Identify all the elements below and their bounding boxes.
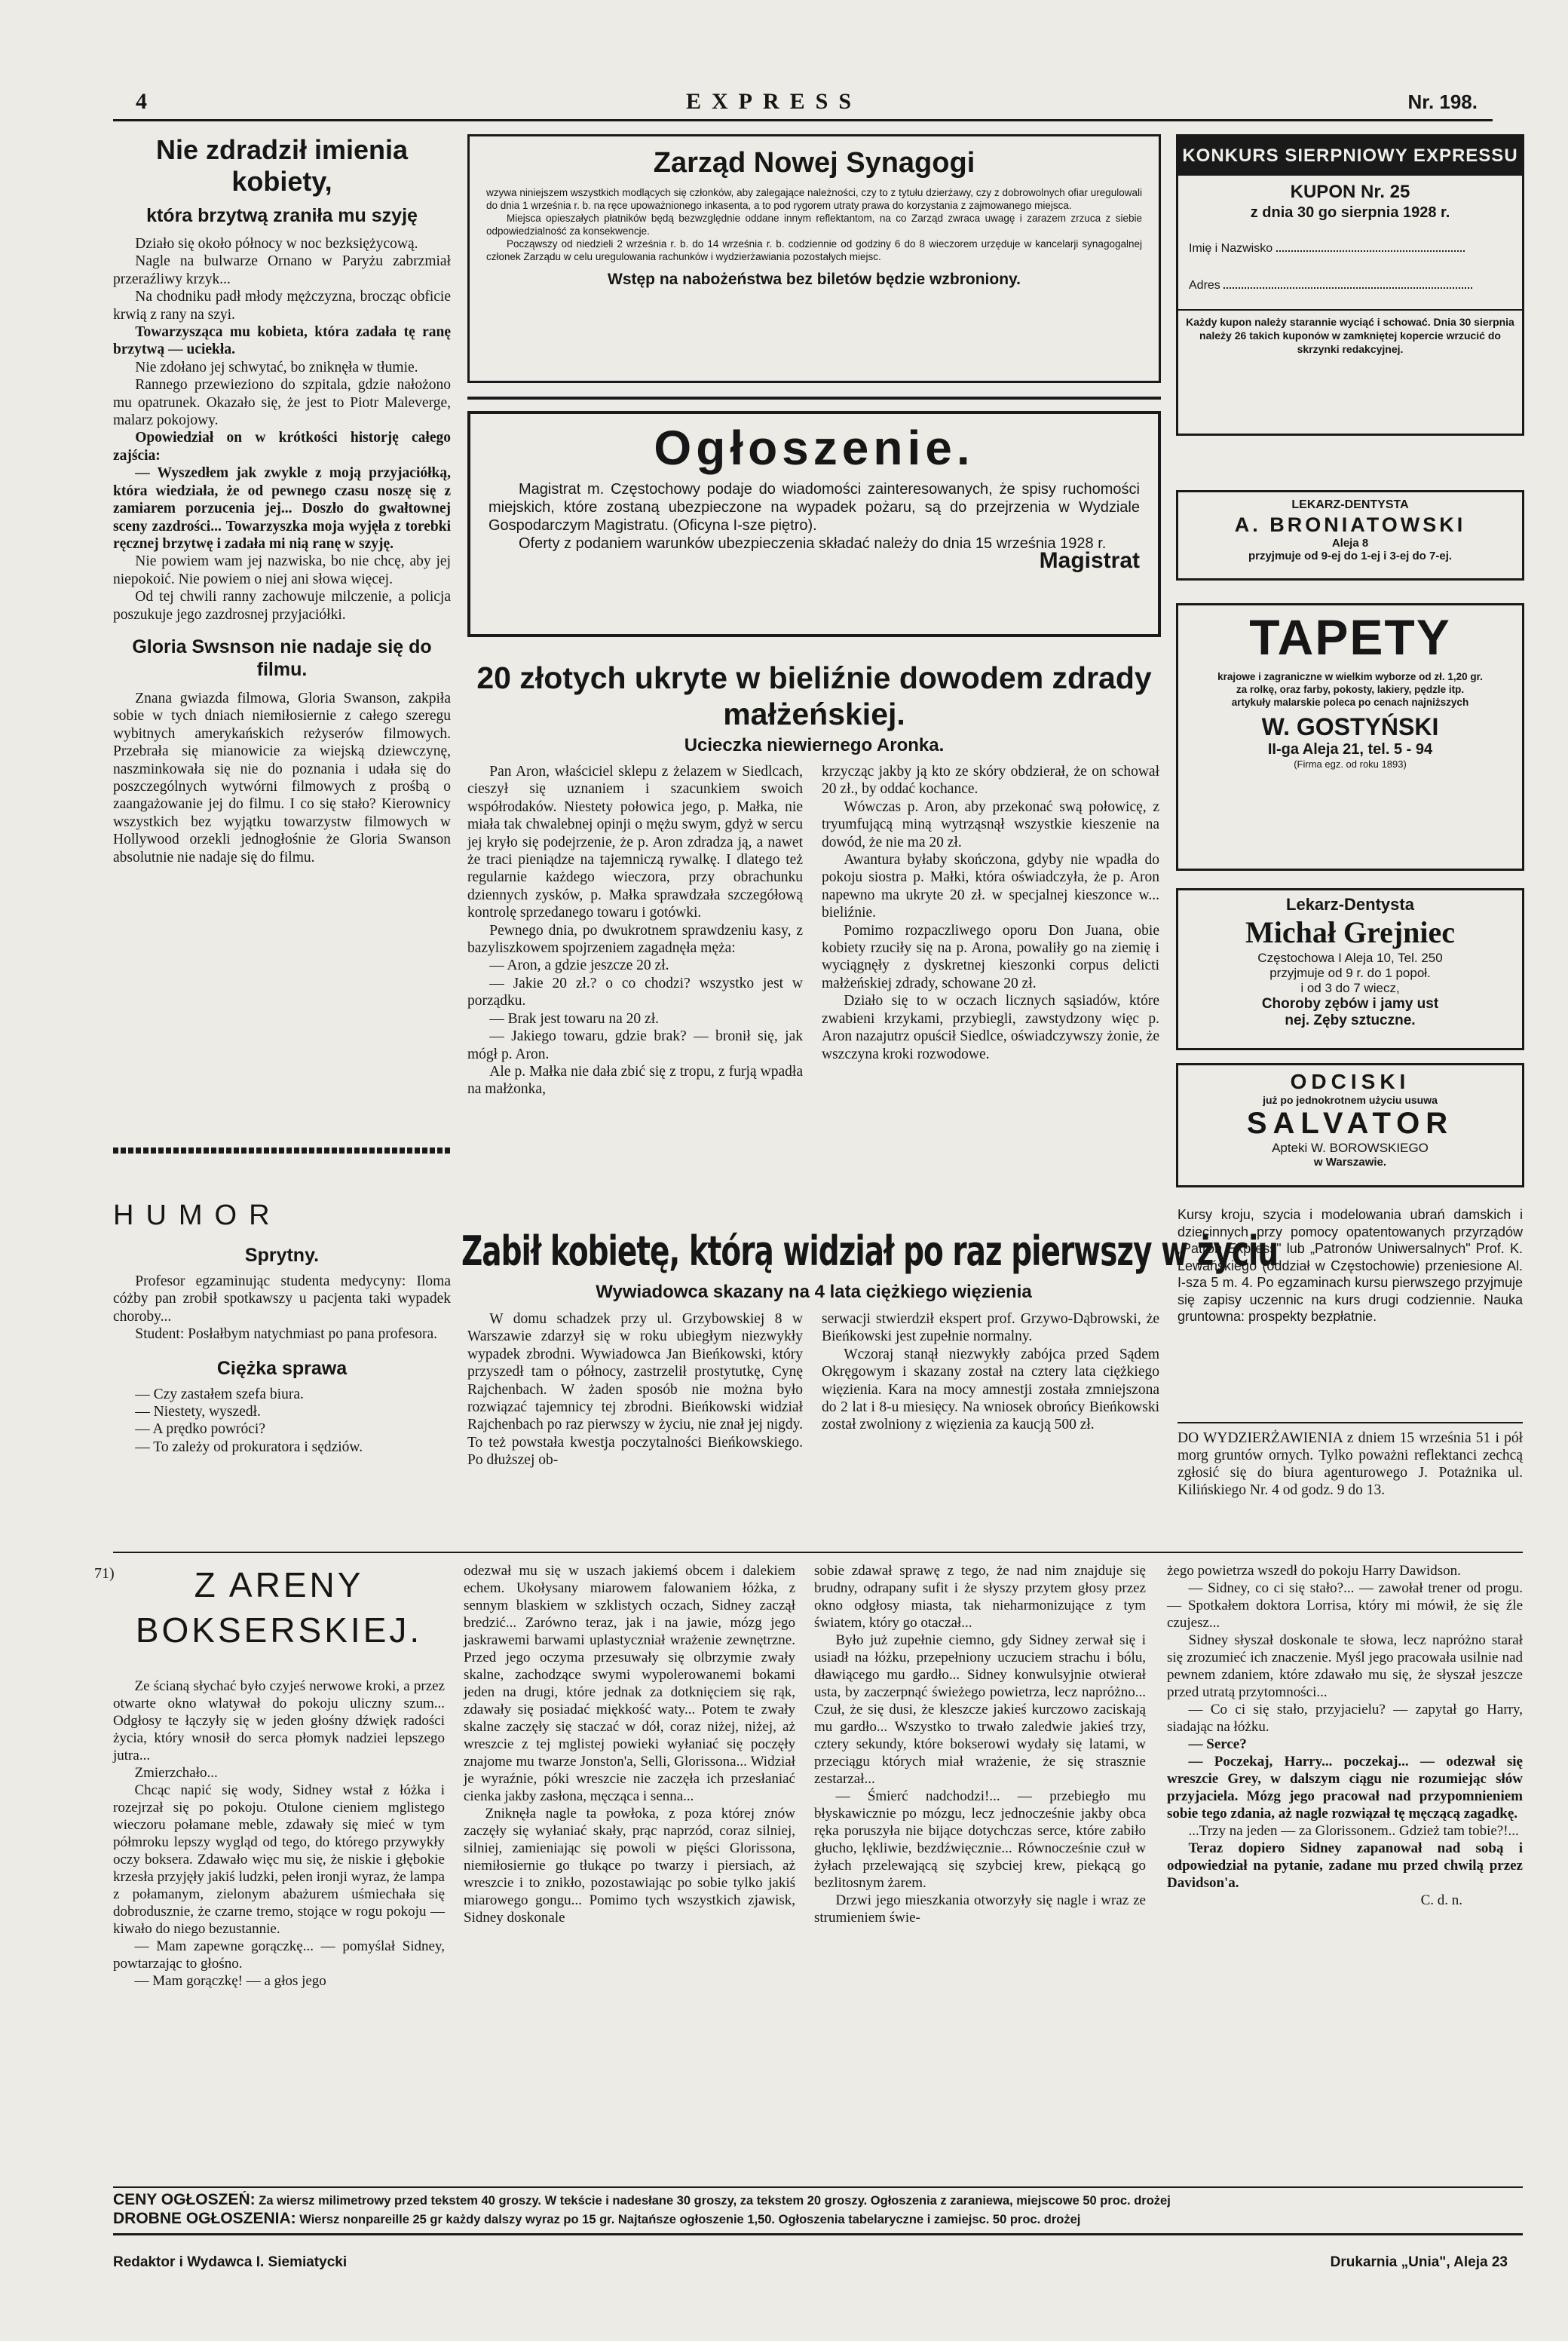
paragraph: Było już zupełnie ciemno, gdy Sidney zerwał się i usiadł na łóżku, przepełniony uczuciem strachu i bólu, dławiącego mu gardło... Sidney konwulsyjnie otwierał usta, by zaczerpnąć świeżego powietrza, lecz napróżno... Czuł, że się dusi, że kleszcze jakieś kurczowo zaciskają mu gardło... Wszystko to trwało zaledwie jakieś trzy, cztery sekundy, które bokserowi wydały się latami, w przeciągu których miał wrażenie, że się strasznie zestarzał... [814,1632,1146,1787]
ad-since: (Firma egz. od roku 1893) [1294,758,1407,770]
separator [113,1148,452,1154]
paragraph: serwacji stwierdził ekspert prof. Grzywo-Dąbrowski, że Bieńkowski jest zupełnie normalny. [822,1311,1159,1345]
serial-heading [94,1562,449,1653]
konkurs-banner: KONKURS SIERPNIOWY EXPRESSU [1178,136,1522,176]
ad-text: wzywa niniejszem wszystkich modlących się członków, aby zalegające należności, czy to z tytułu dzierżawy, czy z dobrowolnych ofiar uregulowali do dnia 1 września r. b. na ręce upoważnionego inkasenta, a to pod rygorem utraty prawa do korzystania z zajmowanego miejsca. [486,187,1142,211]
ad-text: Magistrat m. Częstochowy podaje do wiadomości zainteresowanych, że spisy ruchomości miejskich, które zostaną ubezpieczone na wypadek pożaru, są do przejrzenia w Wydziale Gospodarczym Magistratu. (Oficyna I-sze piętro). [488,481,1140,534]
joke-title-ciezka: Ciężka sprawa [216,1357,348,1379]
paragraph: Działo się około północy w noc bezksiężycową. [135,236,418,252]
kupon-date: z dnia 30 go sierpnia 1928 r. [1250,204,1450,221]
serial-column [1167,1562,1523,1909]
paragraph: — Aron, a gdzie jeszcze 20 zł. [489,958,669,974]
ad-synagoga [467,134,1161,383]
paragraph: Awantura byłaby skończona, gdyby nie wpadła do pokoju siostra p. Małki, która oświadczyła, że p. Aron napewno ma ukryte 20 zł. w specjalnej kieszonce w... bieliźnie. [822,852,1159,921]
joke-line: — To zależy od prokuratora i sędziów. [135,1439,363,1455]
ad-line: przyjmuje od 9 r. do 1 popoł. [1269,966,1431,980]
kupon-number: KUPON Nr. 25 [1290,182,1410,202]
ad-line: w Warszawie. [1313,1156,1387,1169]
joke-line: — A prędko powróci? [135,1421,266,1438]
joke-line: — Niestety, wyszedł. [135,1404,261,1420]
paragraph: — Mam zapewne gorączkę... — pomyślał Sidney, powtarzając to głośno. [113,1938,445,1972]
divider [113,2233,1523,2235]
ad-text: Kursy kroju, szycia i modelowania ubrań damskich i dziecinnych przy pomocy opatentowanych przyrządów „Patron Express" lub „Patronów Uniwersalnych" Prof. K. Lewańskiego (oddział w Częstochowie) przeniesione Al. I-sza 5 m. 4. Po egzaminach kursu pierwszego przyjmuje się zapisy uczennic na kurs drugi codziennie. Nauka gruntowna: prospekty bezpłatnie. [1178,1207,1523,1324]
paragraph: odezwał mu się w uszach jakiemś obcem i dalekiem echem. Ukołysany miarowem falowaniem łóżka, z sennym blaskiem w szklistych oczach, Sidney zaczął bredzić... Zarówno teraz, jak i na jawie, mózg jego jaskrawemi barwami uplastyczniał wrażenie zewnętrzne. Przed jego oczyma przesuwały się olbrzymie zwały skalne, zachodzące swymi wypolerowanemi bokami jeden na drugi, które jednak za dotknięciem się rąk, zdawały się posiadać miękkość waty... Potem te zwały skalne zaczęły się staczać w dół, coraz niżej, niżej, aż wreszcie z tej mglistej powieki wyłaniać się poczęły znajome mu twarze Jonston'a, Selli, Glorissona... Widział je wyraźnie, póki wreszcie nie zaczęła ich przesłaniać cienka jakby zasłona, męcząca i senna... [464,1563,795,1804]
divider [1178,309,1522,311]
ad-line: już po jednokrotnem użyciu usuwa [1263,1094,1438,1106]
name-label: Imię i Nazwisko [1189,242,1273,255]
paragraph: Nie zdołano jej schwytać, bo zniknęła w tłumie. [135,359,418,375]
serial-column [814,1562,1146,1926]
serial-sign: C. d. n. [1420,1892,1462,1908]
ad-line: ODCISKI [1290,1070,1410,1093]
ad-salvator [1176,1063,1524,1187]
serial-title: Z ARENY BOKSERSKIEJ. [135,1565,423,1650]
issue-number: Nr. 198. [1407,90,1478,113]
paragraph: Pomimo rozpaczliwego oporu Don Juana, obie kobiety rzuciły się na p. Arona, powaliły go na ziemię i wyciągnęły z dyskretnej kieszonki corpus delicti małżeńskiej zdrady, schowane 20 zł. [822,922,1159,991]
address-label: Adres [1189,279,1220,292]
paragraph: sobie zdawał sprawę z tego, że nad nim znajduje się brudny, odrapany sufit i że słyszy przytem głosy przez okno odgłosy miasta, tak nieharmonizujące z tym światem, który go otaczał... [814,1563,1146,1631]
article-column [822,763,1159,1063]
paragraph: Pewnego dnia, po dwukrotnem sprawdzeniu kasy, z bazyliszkowem spojrzeniem zagadnęła męża: [467,922,803,957]
serial-column [113,1678,445,1990]
humor-section [113,1199,451,1456]
paragraph: Na chodniku padł młody mężczyzna, brocząc obficie krwią z rany na szyi. [113,289,451,323]
paragraph: krzycząc jakby ją kto ze skóry obdzierał, że on schował 20 zł., by oddać kochance. [822,764,1159,798]
paragraph: Nie powiem wam jej nazwiska, bo nie chcę, aby jej niepokoić. Nie powiem o niej ani słowa więcej. [113,553,451,587]
ad-line: Choroby zębów i jamy ust [1261,996,1439,1012]
paragraph: — Poczekaj, Harry... poczekaj... — odezwał się wreszcie Grey, w dalszym ciągu nie rozumiejąc słów przyjaciela. Mózg jego pracował nad przypomnieniem sobie tego zdania, aż nagle rozwiązał tę męczącą zagadkę. [1167,1754,1523,1822]
konkurs-coupon [1176,134,1524,436]
prices-label: CENY OGŁOSZEŃ: [113,2191,256,2208]
ad-line: Częstochowa I Aleja 10, Tel. 250 [1257,951,1443,965]
ad-address: II-ga Aleja 21, tel. 5 - 94 [1267,741,1433,758]
ad-title: Zarząd Nowej Synagogi [653,147,975,179]
paragraph: — Mam gorączkę! — a głos jego [134,1973,326,1989]
paragraph: Znana gwiazda filmowa, Gloria Swanson, zakpiła sobie w tych dniach niemiłosiernie z całego szeregu wybitnych amerykańskich reżyserów filmowych. Przebrała się mianowicie za wiejską dziewczynę, naszminkowała się nie do poznania i udała się do poszczególnych wytwórni filmowych z prośbą o zaangażowanie jej do filmu. I co się stało? Kierownicy wszystkich bez wyjątku towarzystw filmowych w Hollywood orzekli jednogłośnie że Gloria Swanson absolutnie nie nadaje się do filmu. [113,690,451,866]
article-column [467,1310,803,1469]
ad-name: SALVATOR [1246,1107,1454,1140]
small-ads-label: DROBNE OGŁOSZENIA: [113,2210,296,2227]
name-field [1276,238,1465,252]
ad-title: Ogłoszenie. [654,421,975,475]
paragraph: Ze ścianą słychać było czyjeś nerwowe kroki, a przez otwarte okno wlatywał do pokoju uliczny szum... Odgłosy te łączyły się w jeden głośny dźwięk radości życia, który wnosił do serca płomyk nadziei lepszego jutra... [113,1678,445,1763]
paragraph: — Sidney, co ci się stało?... — zawołał trener od progu. — Spotkałem doktora Lorrisa, który mi mówił, że się źle czujesz... [1167,1580,1523,1631]
paragraph: Teraz dopiero Sidney zapanował nad sobą i odpowiedział na pytanie, zadane mu przed chwilą przez Davidson'a. [1167,1840,1523,1891]
humor-heading: HUMOR [113,1200,282,1231]
joke-text: Student: Posłałbym natychmiast po pana profesora. [135,1326,438,1343]
ad-wydzierzawienia [1178,1429,1523,1499]
divider [1178,1422,1523,1423]
paragraph: Sidney słyszał doskonale te słowa, lecz napróżno starał się zrozumieć ich znaczenie. Myśl jego pracowała usilnie nad pewnem zdaniem, które zdawało mu się, że słyszał jeszcze przed utratą przytomności... [1167,1632,1523,1700]
ad-prices [113,2191,1523,2229]
paragraph: — Co ci się stało, przyjacielu? — zapytał go Harry, siadając na łóżku. [1167,1702,1523,1735]
article-title-gloria: Gloria Swsnson nie nadaje się do filmu. [132,636,432,680]
ad-text: Oferty z podaniem warunków ubezpieczenia składać należy do dnia 15 września 1928 r. [519,535,1107,552]
joke-line: — Czy zastałem szefa biura. [135,1386,304,1402]
article-title: 20 złotych ukryte w bieliźnie dowodem zdrady małżeńskiej. [476,660,1152,731]
paragraph: — Śmierć nadchodzi!... — przebiegło mu błyskawicznie po mózgu, lecz jednocześnie jakby obca ręka poruszyła nie bijące dotychczas serce, które zabiło głucho, lękliwie, bezdźwięcznie... Równocześnie czuł w żyłach przelewającą się szybciej krew, piekącą go bezlitosnym żarem. [814,1788,1146,1891]
paragraph: Drzwi jego mieszkania otworzyły się nagle i wraz ze strumieniem świe- [814,1892,1146,1926]
paragraph: — Jakie 20 zł.? o co chodzi? wszystko jest w porządku. [467,975,803,1010]
page-number: 4 [136,89,147,114]
ad-name: Michał Grejniec [1245,915,1456,949]
kupon-note: Każdy kupon należy starannie wyciąć i schować. Dnia 30 sierpnia należy 26 takich kuponów w zamkniętej kopercie wrzucić do skrzynki redakcyjnej. [1186,316,1514,355]
divider [113,2186,1523,2188]
paragraph: Zmierzchało... [134,1765,218,1781]
article-title: Nie zdradził imienia kobiety, [155,134,409,197]
ad-line: i od 3 do 7 wiecz, [1300,981,1400,995]
ad-line: LEKARZ-DENTYSTA [1291,498,1409,511]
ad-footer: Wstęp na nabożeństwa bez biletów będzie wzbroniony. [608,271,1021,288]
paragraph: Pan Aron, właściciel sklepu z żelazem w Siedlcach, cieszył się uznaniem i szacunkiem swoich współrodaków. Niestety połowica jego, p. Małka, nie miała tak chwalebnej opinji o mężu swym, gdyż w sercu jej kryło się podejrzenie, że p. Aron zdradza ją, a nawet że traci pieniądze na tajemniczą rywalkę. I dlatego też regularnie każdego wieczora, przy obrachunku dziennych zysków, p. Małka sprawdzała szczegółową kontrolę sprzedanego towaru i gotówki. [467,764,803,921]
paragraph: Rannego przewieziono do szpitala, gdzie nałożono mu opatrunek. Okazało się, że jest to Piotr Maleverge, malarz pokojowy. [113,377,451,429]
article-20-zlotych [467,660,1161,758]
printer-line: Drukarnia „Unia", Aleja 23 [1330,2254,1508,2270]
ad-text: krajowe i zagraniczne w wielkim wyborze od zł. 1,20 gr. za rolkę, oraz farby, pokosty, lakiery, pędzle itp. artykuły malarskie poleca po cenach najniższych [1217,671,1483,708]
serial-column [464,1562,795,1926]
ad-text: DO WYDZIERŻAWIENIA z dniem 15 września 51 i pół morg gruntów ornych. Tylko poważni reflektanci zechcą zgłosić się do biura agenturowego J. Potażnika ul. Kilińskiego Nr. 4 od godz. 9 do 13. [1178,1430,1523,1498]
paragraph: — Jakiego towaru, gdzie brak? — bronił się, jak mógł p. Aron. [467,1028,803,1062]
paragraph: Opowiedział on w krótkości historję całego zajścia: [113,430,451,464]
ad-title: TAPETY [1249,609,1451,665]
ad-text: Miejsca opieszałych płatników będą bezwzględnie oddane innym reflektantom, na co Zarząd zwraca uwagę i zarazem zrzuca z siebie odpowiedzialność za konsekwencje. [486,213,1142,237]
ad-name: W. GOSTYŃSKI [1261,713,1439,740]
article-nie-zdradzil [113,134,451,866]
small-ads-text: Wiersz nonpareille 25 gr każdy dalszy wyraz po 15 gr. Najtańsze ogłoszenie 1,50. Ogłoszenia tabelaryczne i zamiejsc. 50 proc. drożej [299,2213,1081,2226]
article-subtitle: Ucieczka niewiernego Aronka. [684,735,945,755]
paragraph: Towarzysząca mu kobieta, która zadała tę ranę brzytwą — uciekła. [113,324,451,358]
ad-text: Począwszy od niedzieli 2 września r. b. do 14 września r. b. codziennie od godziny 6 do 8 wieczorem urzęduje w kancelarji synagogalnej członek Zarządu w celu uregulowania rachunków i wydzierżawiania pozostałych miejsc. [486,238,1142,262]
paragraph: Wówczas p. Aron, aby przekonać swą połowicę, z tryumfującą miną wytrząsnął wszystkie kieszenie na dowód, że nie ma 20 zł. [822,798,1159,850]
divider [113,1552,1523,1553]
ad-grejniec [1176,888,1524,1050]
paragraph: Ale p. Małka nie dała zbić się z tropu, z furją wpadła na małżonka, [467,1063,803,1098]
joke-title-sprytny: Sprytny. [244,1245,320,1266]
paragraph: Wczoraj stanął niezwykły zabójca przed Sądem Okręgowym i skazany został na cztery lata ciężkiego więzienia. Kara na mocy amnestji została zmniejszona do 2 lat i 8-u miesięcy. Na wniosek obrońcy Bieńkowski został zwolniony z więzienia za kaucją 500 zł. [822,1346,1159,1433]
paragraph: W domu schadzek przy ul. Grzybowskiej 8 w Warszawie zdarzył się w roku ubiegłym niezwykły wypadek zbrodni. Wywiadowca Jan Bieńkowski, który przyszedł tam o północy, zastrzelił prostytutkę, Cynę Rajchenbach. W żaden sposób nie można było rozwiązać tajemnicy tej zbrodni. Bieńkowski widział Rajchenbach po raz pierwszy w życiu, nie znał jej nigdy. To też powstała kwestja poczytalności Bieńkowskiego. Po dłuższej ob- [467,1311,803,1469]
ad-line: Lekarz-Dentysta [1286,895,1414,914]
paragraph: ...Trzy na jeden — za Glorissonem.. Gdzież tam tobie?!... [1188,1823,1519,1839]
paragraph: Działo się to w oczach licznych sąsiadów, które zwabieni krzykami, przybiegli, zawstydzony więc p. Aron nazajutrz opuścił Siedlce, oświadczywszy żonie, że wszczyna kroki rozwodowe. [822,993,1159,1062]
ad-line: przyjmuje od 9-ej do 1-ej i 3-ej do 7-ej. [1248,550,1453,562]
ad-name: A. BRONIATOWSKI [1234,513,1466,536]
article-column [467,763,803,1098]
joke-text: Profesor egzaminując studenta medycyny: Iloma cóżby pan zrobił spotkawszy u pacjenta taki wypadek choroby... [113,1273,451,1325]
ad-kursy [1178,1206,1523,1325]
serial-number: 71) [94,1565,115,1582]
article-zabil-kobiete [461,1225,1279,1304]
article-subtitle: Wywiadowca skazany na 4 lata ciężkiego więzienia [596,1282,1032,1302]
paragraph: Chcąc napić się wody, Sidney wstał z łóżka i rozejrzał się po pokoju. Otulone cieniem mglistego wieczoru połamane meble, zdawały się mieć w tym półmroku lepszy wygląd od tego, do którego przywykły oczy boksera. Zdawało więc mu się, że niskie i głębokie krzesła przyjęły jakiś ludzki, pełen ironji wyraz, że lampa z połamanym, zielonym abażurem uśmiechała się dobrodusznie, że czarne tremo, stojące w rogu pokoju — kiwało do niego bezustannie. [113,1782,445,1937]
ad-broniatowski [1176,490,1524,581]
ad-line: Aleja 8 [1331,537,1369,550]
ad-signature: Magistrat [1039,548,1140,573]
article-subtitle: która brzytwą zraniła mu szyję [146,205,418,226]
editor-line: Redaktor i Wydawca I. Siemiatycki [113,2254,348,2270]
ad-ogloszenie [467,411,1161,637]
article-column [822,1310,1159,1434]
paragraph: żego powietrza wszedł do pokoju Harry Dawidson. [1167,1563,1461,1579]
ad-tapety [1176,603,1524,871]
address-field [1223,275,1472,289]
article-title: Zabił kobietę, którą widział po raz pierwszy w życiu [461,1228,1279,1276]
paragraph: Nagle na bulwarze Ornano w Paryżu zabrzmiał przeraźliwy krzyk... [113,253,451,287]
paragraph: — Brak jest towaru na 20 zł. [489,1010,659,1027]
ad-line: nej. Zęby sztuczne. [1285,1013,1416,1028]
paragraph: Od tej chwili ranny zachowuje milczenie, a policja poszukuje jego zazdrosnej przyjaciółki. [113,589,451,623]
divider [467,397,1161,400]
prices-text: Za wiersz milimetrowy przed tekstem 40 groszy. W tekście i nadesłane 30 groszy, za tekstem 20 groszy. Ogłoszenia z zaraniewa, miejscowe 50 proc. drożej [259,2194,1171,2208]
paragraph: — Serce? [1188,1736,1247,1752]
page-header [113,89,1493,121]
paragraph: Zniknęła nagle ta powłoka, z poza której znów zaczęły się wyłaniać skały, prąc naprzód, coraz silniej, silniej, zamieniając się powoli w pięści Glorissona, niemiłosiernie go tłukące po twarzy i piersiach, aż wreszcie i to znikło, pozostawiając po sobie tylko jakiś miarowego gongu... Pomimo tych wszystkich zjawisk, Sidney doskonale [464,1806,795,1926]
ad-line: Apteki W. BOROWSKIEGO [1272,1141,1429,1155]
paragraph: — Wyszedłem jak zwykle z moją przyjaciółką, która wiedziała, że od pewnego czasu noszę się z zamiarem porzucenia jej... Doszło do gwałtownej sceny zazdrości... Towarzyszka moja wyjęła z torebki ręcznej brzytwę i zadała mi nią ranę w szyję. [113,465,451,552]
paper-title: EXPRESS [686,89,862,114]
